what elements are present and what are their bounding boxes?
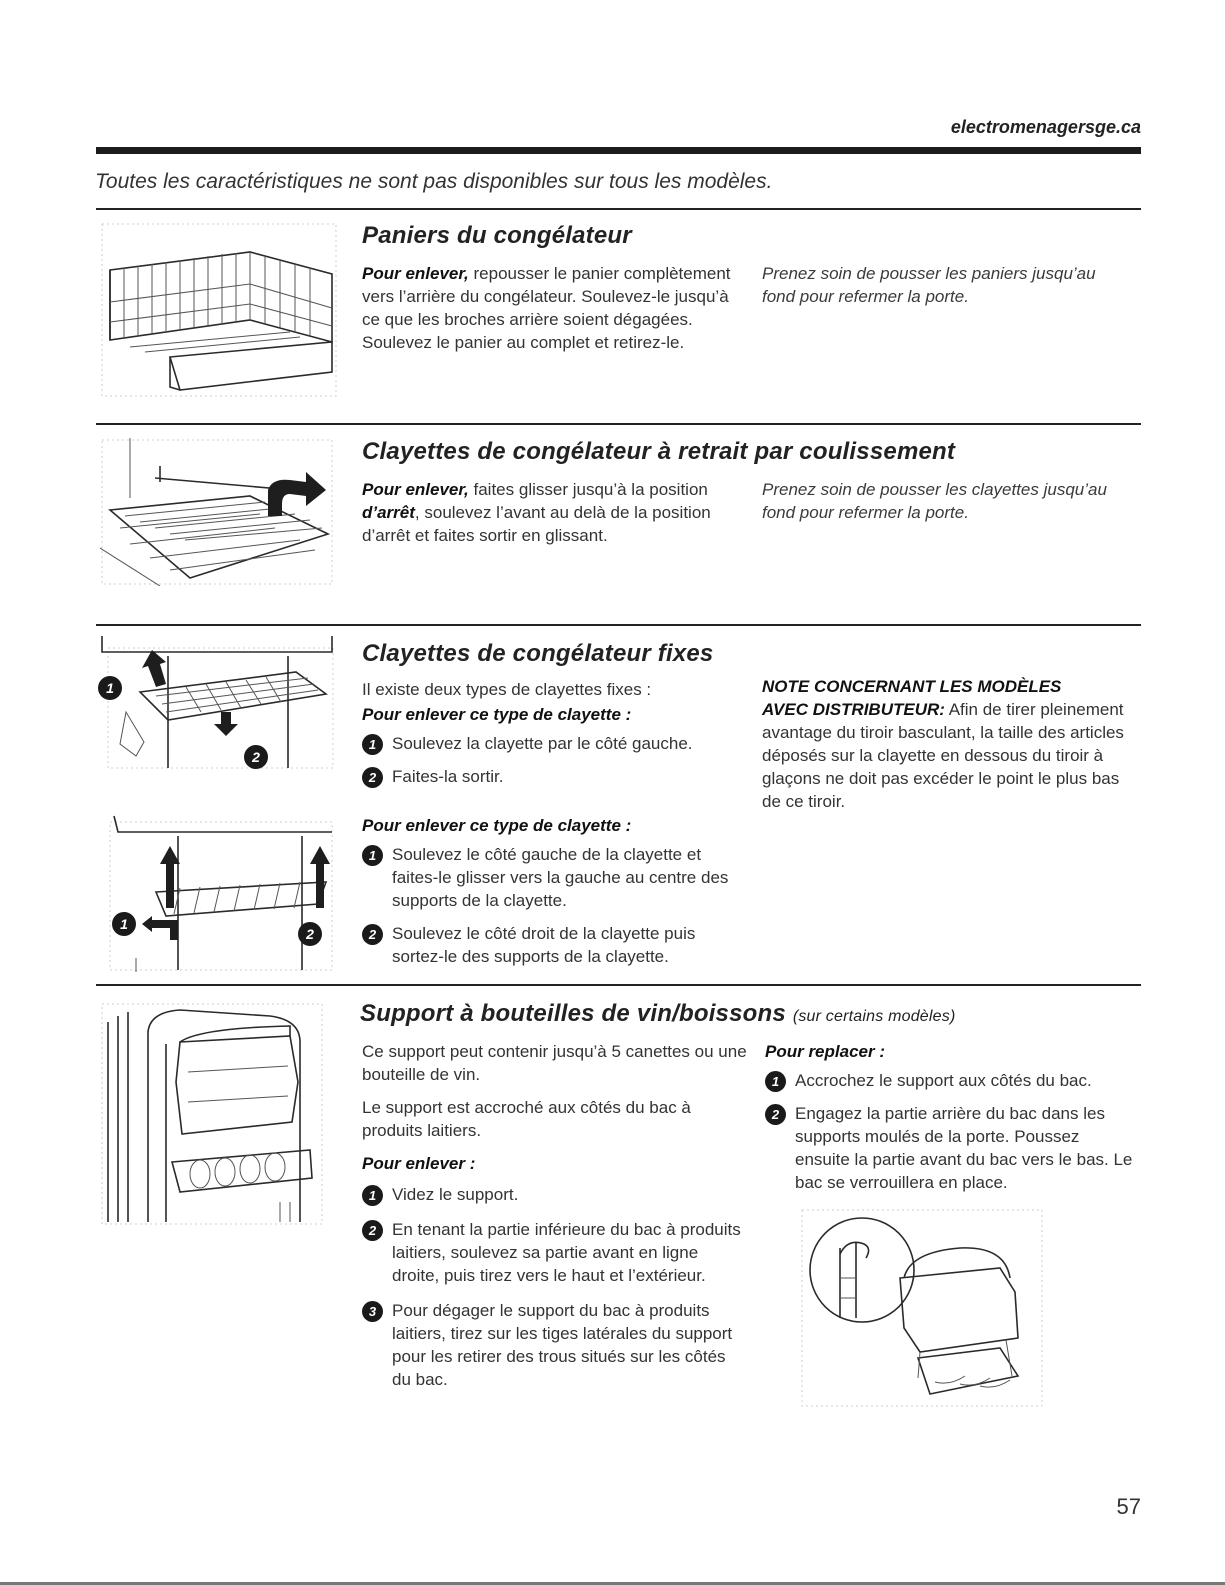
step-badge-1: 1 <box>362 845 383 866</box>
step-badge-1: 1 <box>765 1071 786 1092</box>
freezer-basket-illustration <box>100 222 340 400</box>
wine-rack-mounting-illustration <box>800 1208 1045 1408</box>
step-text: Accrochez le support aux côtés du bac. <box>795 1071 1092 1090</box>
step-text: Pour dégager le support du bac à produits laitiers, tirez sur les tiges latérales du support pour les retirer des trous situés sur les côtés du bac. <box>392 1301 733 1389</box>
wine-rack-title-sub: (sur certains modèles) <box>792 1008 956 1025</box>
wine-rack-title: Support à bouteilles de vin/boissons <box>360 1000 786 1027</box>
section-divider <box>96 423 1141 425</box>
remove-text-b: , soulevez l’avant au delà de la position d’arrêt et faites sortir en glissant. <box>362 503 711 545</box>
step-text: Faites-la sortir. <box>392 767 504 786</box>
fixed-shelves-intro: Il existe deux types de clayettes fixes : <box>362 680 652 699</box>
svg-text:2: 2 <box>252 749 260 765</box>
slide-shelves-note: Prenez soin de pousser les clayettes jusqu’au fond pour refermer la porte. <box>762 480 1107 522</box>
wine-rack-removal <box>362 1040 747 1391</box>
fixed-shelf-type2-illustration <box>96 812 341 972</box>
step-text: En tenant la partie inférieure du bac à produits laitiers, soulevez sa partie avant en ligne droite, puis tirez vers le haut et l’extérieur. <box>392 1220 741 1285</box>
step-badge-1 <box>98 676 122 700</box>
wine-rack-door-illustration <box>100 1002 325 1227</box>
step-badge-2: 2 <box>362 924 383 945</box>
header-rule <box>96 147 1141 154</box>
step-text: Soulevez le côté droit de la clayette puis sortez-le des supports de la clayette. <box>392 924 696 966</box>
wine-rack-attachment: Le support est accroché aux côtés du bac à produits laitiers. <box>362 1098 691 1140</box>
type2-step-2 <box>362 922 742 968</box>
type2-heading: Pour enlever ce type de clayette : <box>362 816 632 835</box>
remove-step-1 <box>362 1183 747 1206</box>
remove-text-a: faites glisser jusqu’à la position <box>468 480 708 499</box>
replace-step-1 <box>765 1069 1137 1092</box>
type1-step-2 <box>362 765 742 788</box>
section-title-wine-rack <box>360 1000 956 1028</box>
remove-heading: Pour enlever : <box>362 1154 476 1173</box>
step-badge-2 <box>244 745 268 769</box>
dispenser-models-note <box>762 675 1137 813</box>
step-text: Engagez la partie arrière du bac dans les supports moulés de la porte. Poussez ensuite la partie avant du bac vers le bas. Le bac se verrouillera en place. <box>795 1104 1133 1192</box>
note-text: Afin de tirer pleinement avantage du tiroir basculant, la taille des articles déposés sur la clayette en dessous du tiroir à glaçons ne doit pas excéder le point le plus bas de ce tiroir. <box>762 700 1124 811</box>
wine-rack-replacement <box>765 1040 1137 1194</box>
step-badge-1: 1 <box>362 1185 383 1206</box>
page-number: 57 <box>1116 1494 1141 1519</box>
slide-out-shelf-illustration <box>100 438 335 586</box>
remove-step-3 <box>362 1299 747 1391</box>
fixed-shelves-instructions <box>362 678 742 968</box>
step-text: Soulevez la clayette par le côté gauche. <box>392 734 693 753</box>
note-title-line-2: AVEC DISTRIBUTEUR: <box>762 700 945 719</box>
slide-shelves-instructions <box>362 478 742 547</box>
step-badge-2 <box>298 922 322 946</box>
section-divider <box>96 208 1141 210</box>
remove-text: repousser le panier complètement vers l’arrière du congélateur. Soulevez-le jusqu’à ce que les broches arrière soient dégagées. Soulevez le panier au complet et retirez-le. <box>362 264 731 352</box>
baskets-note: Prenez soin de pousser les paniers jusqu’au fond pour refermer la porte. <box>762 264 1096 306</box>
remove-lead: Pour enlever, <box>362 480 469 499</box>
step-badge-2: 2 <box>362 767 383 788</box>
svg-text:1: 1 <box>106 680 114 696</box>
wine-rack-capacity: Ce support peut contenir jusqu’à 5 canettes ou une bouteille de vin. <box>362 1042 747 1084</box>
stop-word: d’arrêt <box>362 503 415 522</box>
step-badge-2: 2 <box>362 1220 383 1241</box>
section-title-fixed-shelves: Clayettes de congélateur fixes <box>362 640 714 667</box>
svg-text:1: 1 <box>120 916 128 932</box>
section-divider <box>96 984 1141 986</box>
baskets-instructions <box>362 262 742 354</box>
note-title-line-1: NOTE CONCERNANT LES MODÈLES <box>762 677 1062 696</box>
svg-text:2: 2 <box>306 926 314 942</box>
fixed-shelf-type1-illustration <box>96 632 341 772</box>
section-title-slide-shelves: Clayettes de congélateur à retrait par coulissement <box>362 438 956 465</box>
remove-lead: Pour enlever, <box>362 264 469 283</box>
remove-step-2 <box>362 1218 747 1287</box>
replace-heading: Pour replacer : <box>765 1042 885 1061</box>
section-title-baskets: Paniers du congélateur <box>362 222 632 249</box>
step-badge-1: 1 <box>362 734 383 755</box>
step-badge-2: 2 <box>765 1104 786 1125</box>
replace-step-2 <box>765 1102 1137 1194</box>
availability-note: Toutes les caractéristiques ne sont pas disponibles sur tous les modèles. <box>95 170 773 193</box>
section-divider <box>96 624 1141 626</box>
step-badge-1 <box>112 912 136 936</box>
type1-heading: Pour enlever ce type de clayette : <box>362 705 632 724</box>
type1-step-1 <box>362 732 742 755</box>
step-text: Videz le support. <box>392 1185 519 1204</box>
type2-step-1 <box>362 843 742 912</box>
step-text: Soulevez le côté gauche de la clayette et faites-le glisser vers la gauche au centre des supports de la clayette. <box>392 845 729 910</box>
step-badge-3: 3 <box>362 1301 383 1322</box>
website-url: electromenagersge.ca <box>950 117 1141 137</box>
